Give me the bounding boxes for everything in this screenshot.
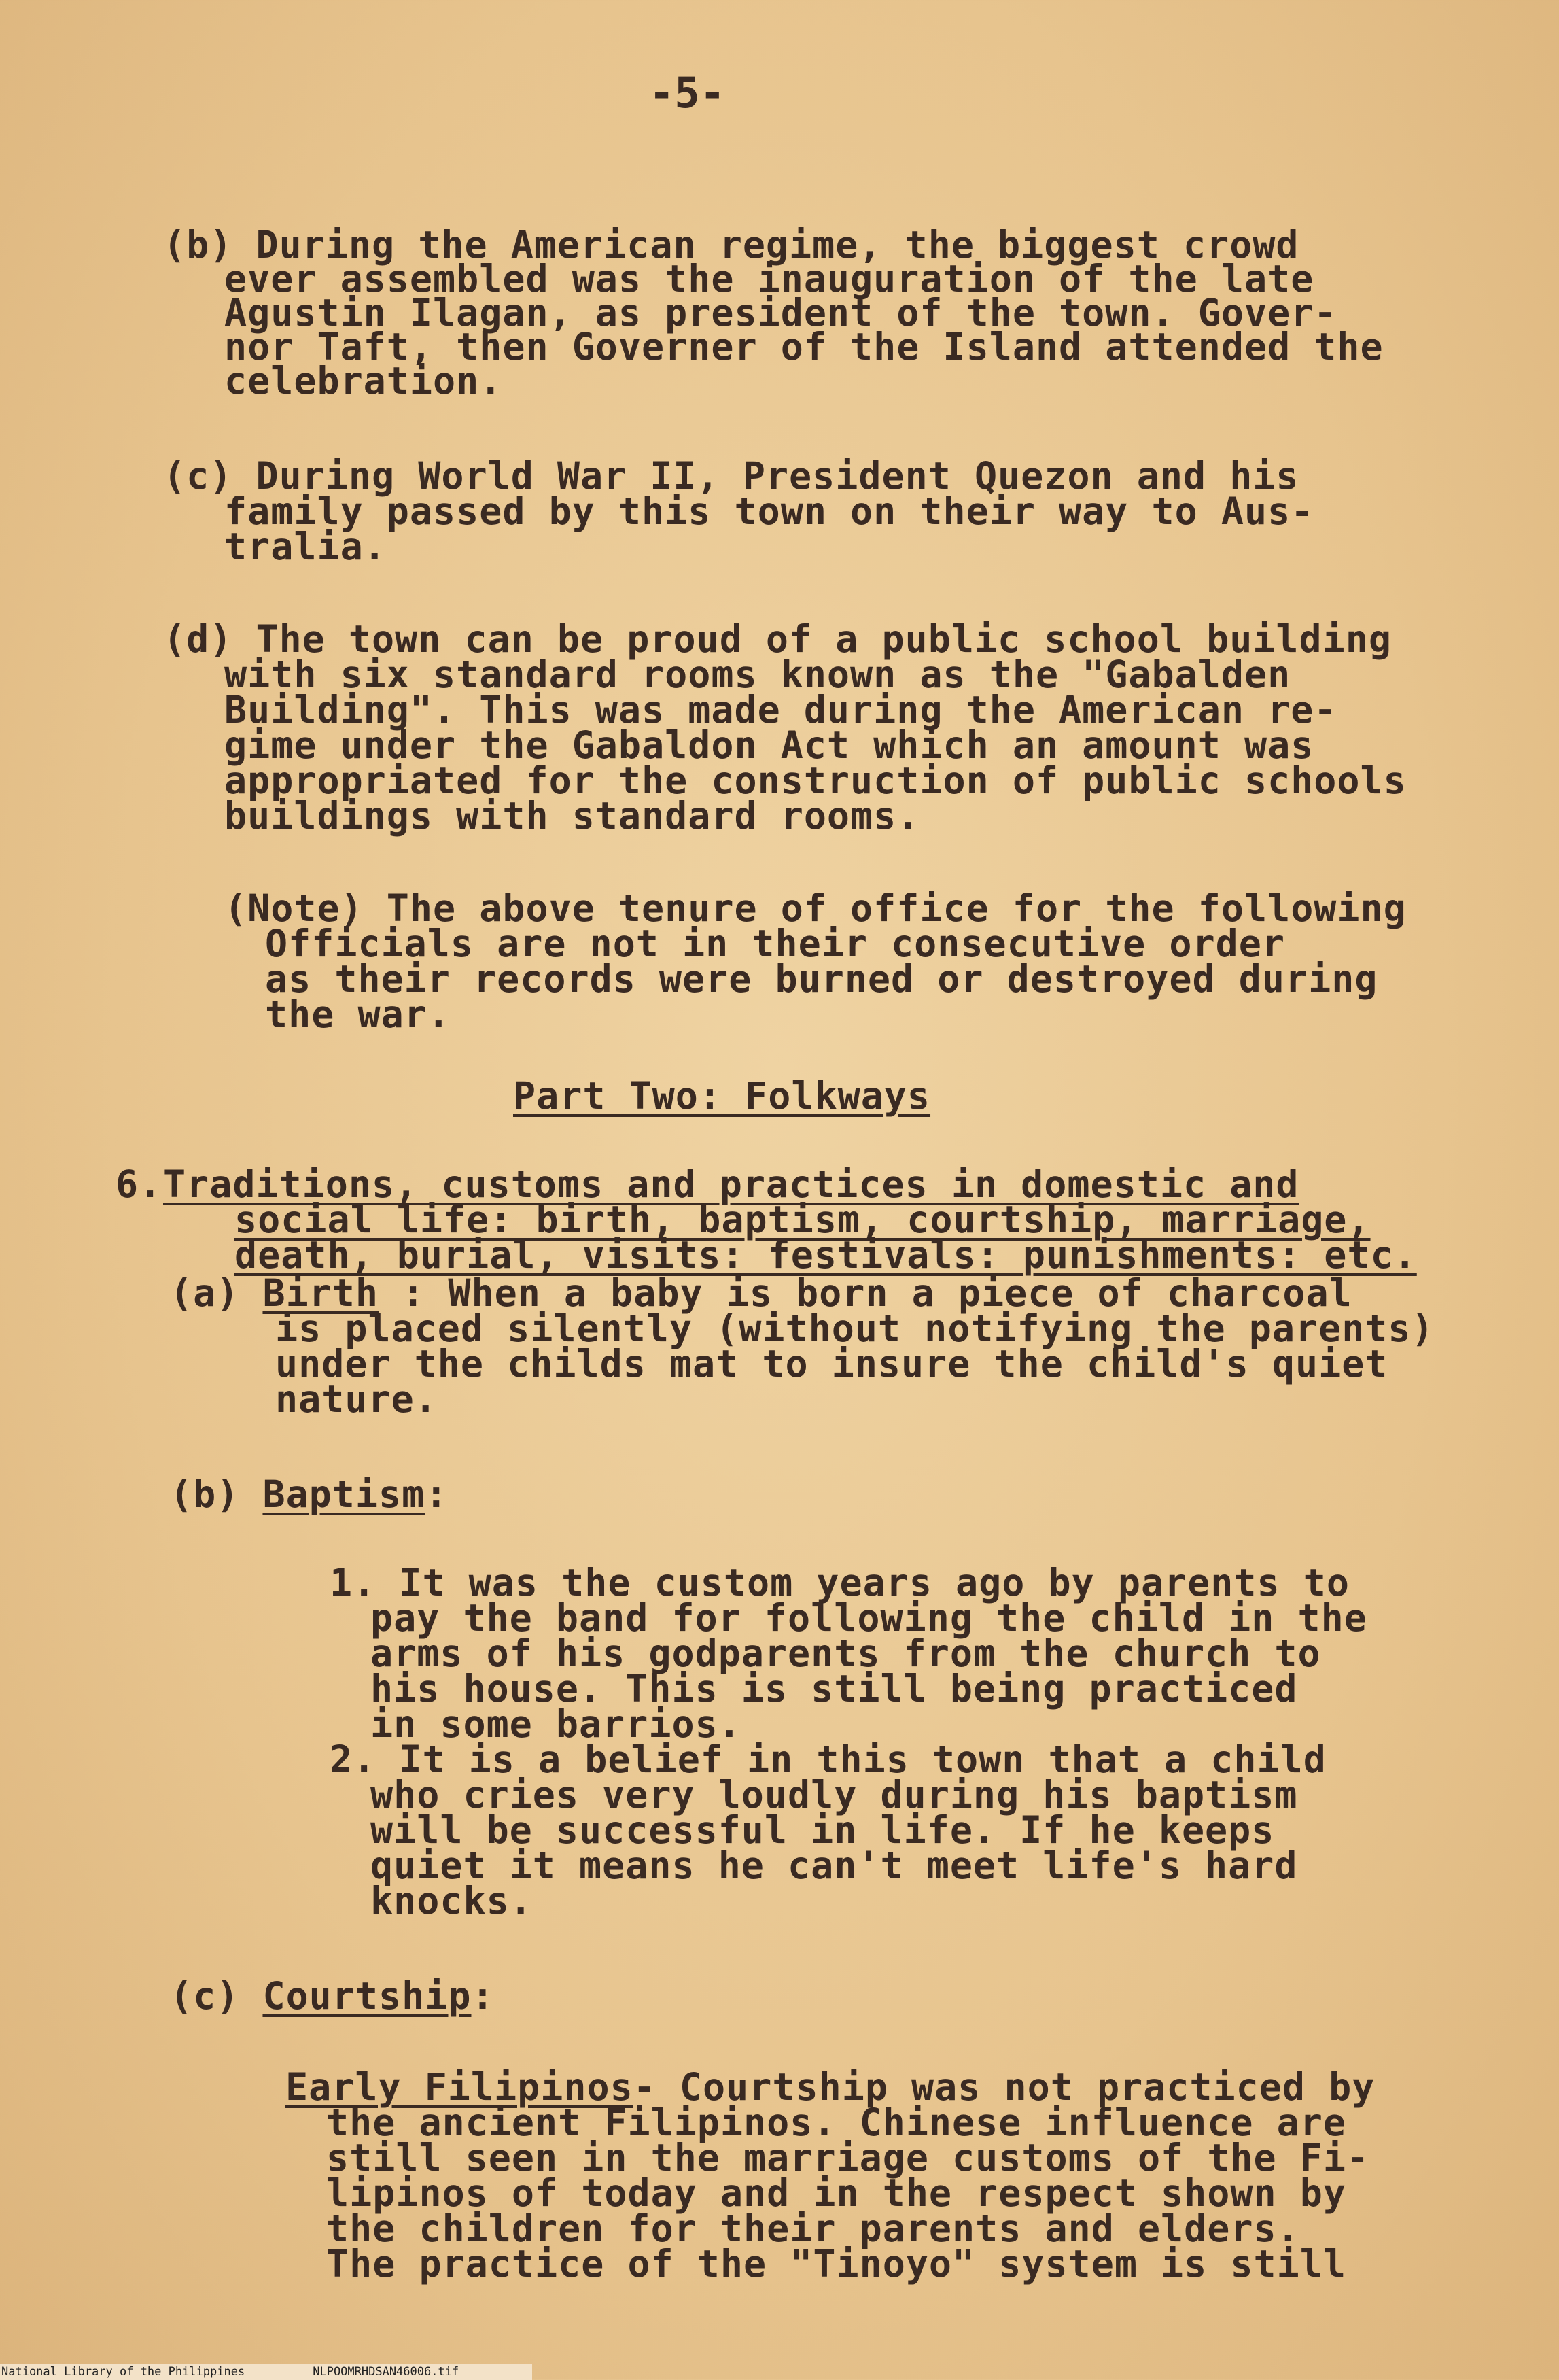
part-heading: Part Two: Folkways (513, 1074, 931, 1118)
scan-footer (0, 2364, 532, 2380)
text-line: ever assembled was the inauguration of the late (224, 257, 1314, 300)
text-line: tralia. (224, 525, 387, 568)
text-line: (Note) The above tenure of office for the following (224, 886, 1407, 930)
text-line: still seen in the marriage customs of the Fi- (326, 2136, 1370, 2179)
text-line: appropriated for the construction of public schools (224, 759, 1407, 802)
section-heading-line: social life: birth, baptism, courtship, marriage, (234, 1198, 1371, 1241)
birth-label: (a) (170, 1271, 263, 1315)
text-line: (c) During World War II, President Quezon and his (163, 454, 1299, 498)
footer-file: NLPOOMRHDSAN46006.tif (313, 2365, 459, 2379)
text-line: arms of his godparents from the church to (370, 1632, 1321, 1675)
text-line: the children for their parents and elders. (326, 2207, 1300, 2250)
section-number: 6. (116, 1162, 162, 1206)
text-line: will be successful in life. If he keeps (370, 1808, 1275, 1852)
text-line: pay the band for following the child in the (370, 1596, 1367, 1640)
courtship-text: - Courtship was not practiced by (633, 2065, 1376, 2109)
baptism-suffix: : (425, 1472, 449, 1516)
text-line: buildings with standard rooms. (224, 794, 920, 838)
text-line: lipinos of today and in the respect shown by (326, 2171, 1346, 2215)
text-line: quiet it means he can't meet life's hard (370, 1844, 1298, 1887)
text-line: nor Taft, then Governer of the Island attended the (224, 325, 1384, 368)
text-line (170, 1474, 448, 1515)
baptism-heading: Baptism (262, 1472, 425, 1516)
courtship-heading: Courtship (262, 1974, 472, 2018)
text-line: knocks. (370, 1879, 533, 1922)
text-line: Officials are not in their consecutive order (265, 922, 1285, 965)
text-line: celebration. (224, 359, 503, 402)
text-line: Agustin Ilagan, as president of the town. Gover- (224, 291, 1337, 334)
text-line: (b) During the American regime, the biggest crowd (163, 223, 1299, 266)
text-line: the war. (265, 993, 451, 1036)
birth-text: : When a baby is born a piece of charcoal (379, 1271, 1352, 1315)
text-line: as their records were burned or destroyed during (265, 957, 1378, 1001)
birth-heading: Birth (262, 1271, 379, 1315)
text-line: The practice of the "Tinoyo" system is still (326, 2242, 1346, 2286)
page-number: -5- (649, 68, 725, 118)
text-line: Building". This was made during the American re- (224, 688, 1337, 731)
footer-library: National Library of the Philippines (1, 2365, 245, 2379)
text-line: in some barrios. (370, 1702, 741, 1746)
text-line: 1. It was the custom years ago by parents to (330, 1561, 1350, 1604)
courtship-lead: Early Filipinos (285, 2065, 633, 2109)
text-line: family passed by this town on their way to Aus- (224, 489, 1314, 533)
text-line: his house. This is still being practiced (370, 1667, 1298, 1710)
courtship-suffix: : (471, 1974, 495, 2018)
text-line: gime under the Gabaldon Act which an amount was (224, 723, 1314, 767)
text-line: 2. It is a belief in this town that a child (330, 1738, 1327, 1781)
text-line: with six standard rooms known as the "Gabalden (224, 653, 1291, 696)
text-line (170, 1976, 495, 2016)
courtship-label: (c) (170, 1974, 263, 2018)
text-line: (d) The town can be proud of a public school building (163, 617, 1392, 661)
section-heading-line: Traditions, customs and practices in domestic and (163, 1162, 1299, 1206)
text-line: who cries very loudly during his baptism (370, 1773, 1298, 1816)
text-line: is placed silently (without notifying the parents) (275, 1307, 1435, 1350)
baptism-label: (b) (170, 1472, 263, 1516)
section-heading-line: death, burial, visits: festivals: punishments: etc. (234, 1233, 1417, 1277)
text-line: nature. (275, 1377, 438, 1421)
text-line: under the childs mat to insure the child's quiet (275, 1342, 1388, 1385)
text-line: the ancient Filipinos. Chinese influence are (326, 2101, 1346, 2144)
